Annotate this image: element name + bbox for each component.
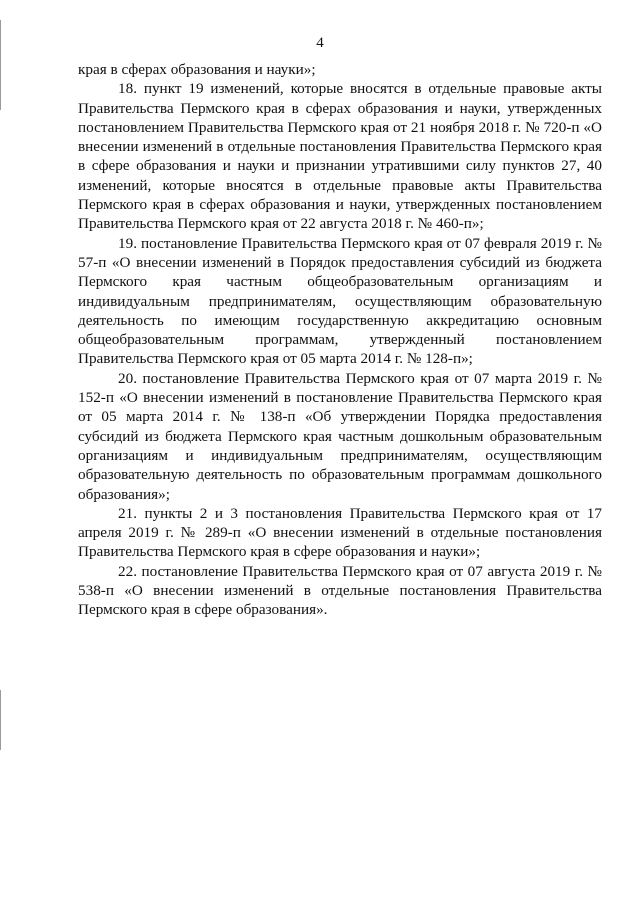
paragraph-item-22: 22. постановление Правительства Пермского края от 07 августа 2019 г. № 538-п «О внесении изменений в отдельные постановления Правительства Пермского края в сфере образования». bbox=[78, 562, 602, 619]
paragraph-item-19: 19. постановление Правительства Пермского края от 07 февраля 2019 г. № 57-п «О внесении изменений в Порядок предоставления субсидий из бюджета Пермского края частным общеобразовательным организациям и индивидуальным предпринимателям, осуществляющим образовательную деятельность по имеющим государственную аккредитацию основным общеобразовательным программам, утвержденный постановлением Правительства Пермского края от 05 марта 2014 г. № 128-п»; bbox=[78, 234, 602, 368]
page-number: 4 bbox=[316, 35, 324, 51]
scan-edge-line-lower bbox=[0, 690, 1, 750]
document-body bbox=[78, 60, 602, 620]
paragraph-item-20: 20. постановление Правительства Пермского края от 07 марта 2019 г. № 152-п «О внесении изменений в постановление Правительства Пермского края от 05 марта 2014 г. № 138-п «Об утверждении Порядка предоставления субсидий из бюджета Пермского края частным дошкольным образовательным организациям и индивидуальным предпринимателям, осуществляющим образовательную деятельность по образовательным программам дошкольного образования»; bbox=[78, 369, 602, 503]
paragraph-item-21: 21. пункты 2 и 3 постановления Правительства Пермского края от 17 апреля 2019 г. № 289-п «О внесении изменений в отдельные постановления Правительства Пермского края в сфере образования и науки»; bbox=[78, 504, 602, 561]
paragraph-continuation: края в сферах образования и науки»; bbox=[78, 61, 316, 78]
paragraph-item-18: 18. пункт 19 изменений, которые вносятся в отдельные правовые акты Правительства Пермского края в сферах образования и науки, утвержденных постановлением Правительства Пермского края от 21 ноября 2018 г. № 720-п «О внесении изменений в отдельные постановления Правительства Пермского края в сфере образования и науки и признании утратившими силу пунктов 27, 40 изменений, которые вносятся в отдельные правовые акты Правительства Пермского края в сферах образования и науки, утвержденных постановлением Правительства Пермского края от 22 августа 2018 г. № 460-п»; bbox=[78, 80, 602, 233]
